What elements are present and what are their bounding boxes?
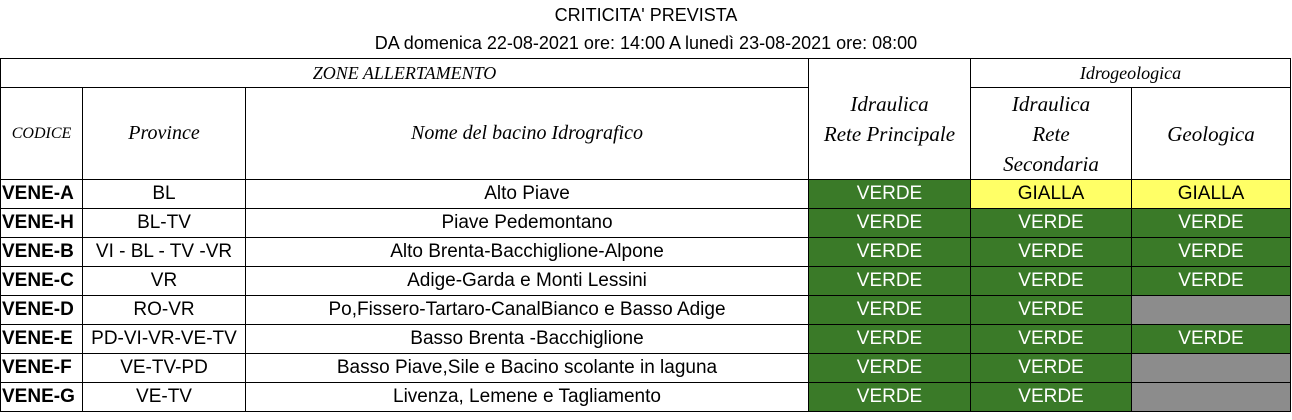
principale-level-cell: VERDE — [809, 209, 971, 238]
province-cell: VI - BL - TV -VR — [83, 238, 246, 267]
secondaria-level-cell: VERDE — [971, 209, 1132, 238]
province-cell: PD-VI-VR-VE-TV — [83, 325, 246, 354]
secondaria-level-cell: GIALLA — [971, 180, 1132, 209]
geologica-level-cell: GIALLA — [1132, 180, 1291, 209]
idraulica-secondaria-line3: Secondaria — [1003, 151, 1099, 176]
principale-level-cell: VERDE — [809, 325, 971, 354]
province-cell: BL — [83, 180, 246, 209]
bacino-cell: Basso Piave,Sile e Bacino scolante in laguna — [246, 354, 809, 383]
table-row — [1, 325, 1291, 354]
codice-header: CODICE — [1, 88, 83, 180]
idrogeologica-header: Idrogeologica — [971, 59, 1291, 88]
secondaria-level-cell: VERDE — [971, 267, 1132, 296]
table-row — [1, 209, 1291, 238]
geologica-header: Geologica — [1132, 88, 1291, 180]
period-subtitle: DA domenica 22-08-2021 ore: 14:00 A lunedì 23-08-2021 ore: 08:00 — [374, 33, 918, 53]
table-row — [1, 383, 1291, 412]
principale-level-cell: VERDE — [809, 180, 971, 209]
bacino-cell: Po,Fissero-Tartaro-CanalBianco e Basso Adige — [246, 296, 809, 325]
bacino-header: Nome del bacino Idrografico — [246, 88, 809, 180]
geologica-level-cell: VERDE — [1132, 267, 1291, 296]
principale-level-cell: VERDE — [809, 354, 971, 383]
codice-cell: VENE-B — [1, 238, 83, 267]
codice-cell: VENE-E — [1, 325, 83, 354]
principale-level-cell: VERDE — [809, 296, 971, 325]
bacino-cell: Alto Brenta-Bacchiglione-Alpone — [246, 238, 809, 267]
bacino-cell: Livenza, Lemene e Tagliamento — [246, 383, 809, 412]
bacino-cell: Basso Brenta -Bacchiglione — [246, 325, 809, 354]
province-cell: VR — [83, 267, 246, 296]
secondaria-level-cell: VERDE — [971, 354, 1132, 383]
geologica-level-cell — [1132, 383, 1291, 412]
province-header: Province — [83, 88, 246, 180]
codice-cell: VENE-G — [1, 383, 83, 412]
codice-cell: VENE-H — [1, 209, 83, 238]
zone-allertamento-header: ZONE ALLERTAMENTO — [1, 59, 809, 88]
province-cell: RO-VR — [83, 296, 246, 325]
bacino-cell: Alto Piave — [246, 180, 809, 209]
secondaria-level-cell: VERDE — [971, 238, 1132, 267]
idraulica-secondaria-line2: Rete — [1032, 121, 1070, 146]
idraulica-principale-line2: Rete Principale — [823, 122, 956, 146]
codice-cell: VENE-D — [1, 296, 83, 325]
page-title: CRITICITA' PREVISTA — [554, 5, 738, 25]
table-row — [1, 296, 1291, 325]
table-row — [1, 238, 1291, 267]
secondaria-level-cell: VERDE — [971, 325, 1132, 354]
province-cell: VE-TV-PD — [83, 354, 246, 383]
geologica-level-cell: VERDE — [1132, 238, 1291, 267]
geologica-level-cell: VERDE — [1132, 209, 1291, 238]
codice-cell: VENE-C — [1, 267, 83, 296]
table-row — [1, 180, 1291, 209]
secondaria-level-cell: VERDE — [971, 296, 1132, 325]
idraulica-principale-header — [809, 59, 971, 180]
geologica-level-cell — [1132, 296, 1291, 325]
idraulica-secondaria-line1: Idraulica — [1011, 91, 1091, 116]
bacino-cell: Adige-Garda e Monti Lessini — [246, 267, 809, 296]
table-row — [1, 267, 1291, 296]
geologica-level-cell: VERDE — [1132, 325, 1291, 354]
codice-cell: VENE-A — [1, 180, 83, 209]
idraulica-secondaria-header — [971, 88, 1132, 180]
secondaria-level-cell: VERDE — [971, 383, 1132, 412]
table-row — [1, 354, 1291, 383]
geologica-level-cell — [1132, 354, 1291, 383]
province-cell: VE-TV — [83, 383, 246, 412]
principale-level-cell: VERDE — [809, 238, 971, 267]
principale-level-cell: VERDE — [809, 267, 971, 296]
bacino-cell: Piave Pedemontano — [246, 209, 809, 238]
idraulica-principale-line1: Idraulica — [850, 92, 929, 116]
codice-cell: VENE-F — [1, 354, 83, 383]
alert-table — [0, 58, 1291, 412]
province-cell: BL-TV — [83, 209, 246, 238]
principale-level-cell: VERDE — [809, 383, 971, 412]
